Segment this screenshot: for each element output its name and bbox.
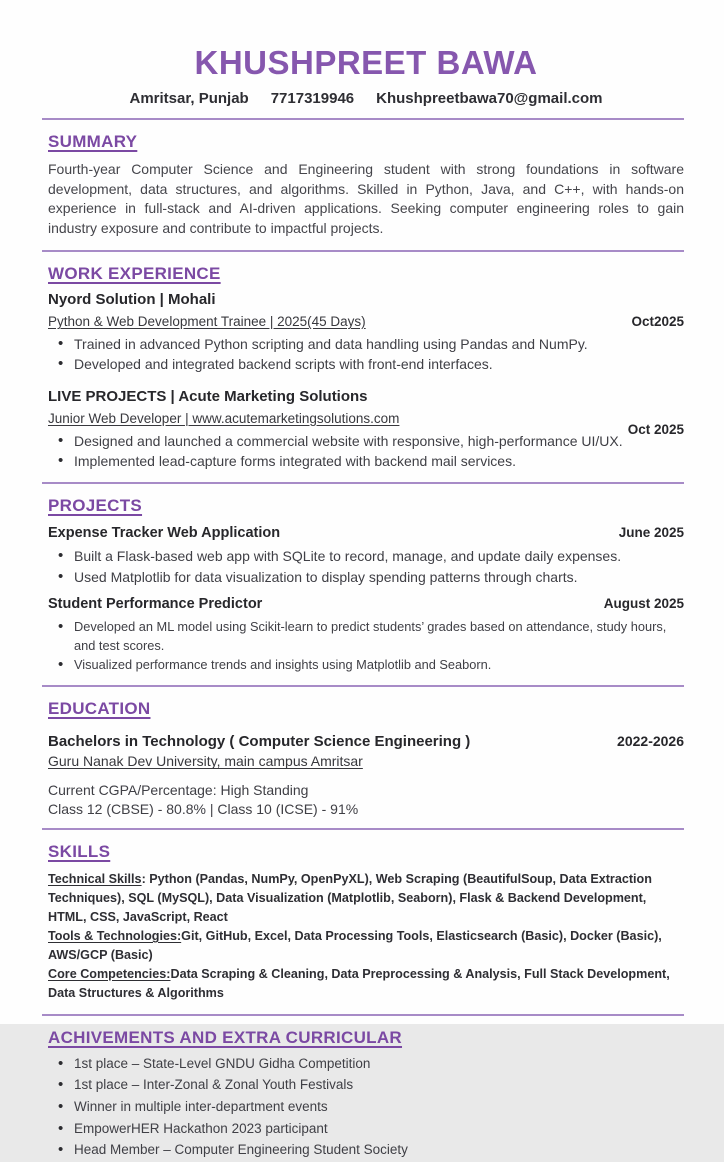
skills-divider [42,1014,684,1016]
candidate-name: KHUSHPREET BAWA [194,44,538,81]
skill-group-core [48,965,684,1003]
skill-group-label: Core Competencies: [48,966,171,981]
skill-group-label: Tools & Technologies: [48,929,182,944]
bullet-item: • Developed an ML model using Scikit-learn to predict students’ grades based on attendance, study hours, and test scores. [48,617,684,655]
bullet-item: • 1st place – State-Level GNDU Gidha Competition [48,1053,684,1075]
section-skills [48,842,684,1002]
skill-group-tools [48,927,684,965]
company-name: LIVE PROJECTS | Acute Marketing Solutions [48,387,368,405]
skill-group-separator: : [141,872,150,887]
bullet-item: • Winner in multiple inter-department events [48,1096,684,1118]
skills-heading: SKILLS [48,842,111,862]
bullet-item: • Designed and launched a commercial website with responsive, high-performance UI/UX. [48,431,684,451]
project-name: Student Performance Predictor [48,595,263,612]
project-date: June 2025 [618,525,684,541]
skills-block [48,870,684,1002]
bullet-item: • 1st place – Inter-Zonal & Zonal Youth Festivals [48,1074,684,1096]
job-title-row [48,410,684,437]
skill-group-label: Technical Skills [48,872,142,887]
degree-name: Bachelors in Technology ( Computer Science Engineering ) [48,733,471,751]
education-divider [42,828,684,830]
project-title-row [48,525,684,541]
education-date: 2022-2026 [617,733,684,750]
summary-heading: SUMMARY [48,131,138,151]
job-title: Python & Web Development Trainee | 2025(45 Days) [48,314,366,330]
work-heading: WORK EXPERIENCE [48,264,221,284]
project-entry-expense-tracker [48,525,684,587]
job-bullets [48,431,684,472]
degree-row [48,733,684,750]
achievements-heading: ACHIVEMENTS AND EXTRA CURRICULAR [48,1027,403,1047]
bullet-item: • Implemented lead-capture forms integrated with backend mail services. [48,451,684,471]
section-work-experience [48,264,684,471]
contact-line [48,90,684,107]
projects-divider [42,685,684,687]
section-education [48,699,684,817]
summary-divider [42,250,684,252]
bullet-item: • Used Matplotlib for data visualization to display spending patterns through charts. [48,567,684,587]
skill-group-text: Data Scraping & Cleaning, Data Preprocessing & Analysis, Full Stack Development, Data Structures & Algorithms [48,966,670,1000]
bullet-item: • Head Member – Computer Engineering Student Society [48,1139,684,1161]
project-bullets [48,617,684,675]
summary-text: Fourth-year Computer Science and Engineering student with strong foundations in software development, data structures, and algorithms. Skilled in Python, Java, and C++, with hands-on experience in full-stack and AI-driven applications. Seeking computer engineering roles to gain industry exposure and contribute to impactful projects. [48,160,684,237]
contact-location: Amritsar, Punjab [129,89,249,107]
header-divider [42,118,684,120]
project-bullets [48,546,684,587]
cgpa-line: Current CGPA/Percentage: High Standing [48,782,309,799]
bullet-item: • Visualized performance trends and insights using Matplotlib and Seaborn. [48,655,684,674]
classes-line: Class 12 (CBSE) - 80.8% | Class 10 (ICSE) - 91% [48,801,359,818]
skill-group-text: Git, GitHub, Excel, Data Processing Tools, Elasticsearch (Basic), Docker (Basic), AWS/GCP (Basic) [48,929,662,963]
contact-phone: 7717319946 [270,89,355,107]
bullet-item: • EmpowerHER Hackathon 2023 participant [48,1118,684,1140]
education-heading: EDUCATION [48,699,151,719]
achievements-list [48,1053,684,1161]
bullet-item: • Trained in advanced Python scripting and data handling using Pandas and NumPy. [48,334,684,354]
project-date: August 2025 [603,595,684,611]
contact-email: Khushpreetbawa70@gmail.com [376,89,603,107]
project-entry-performance-predictor [48,596,684,675]
project-name: Expense Tracker Web Application [48,525,281,542]
job-bullets [48,334,684,375]
bullet-item: • Built a Flask-based web app with SQLite to record, manage, and update daily expenses. [48,546,684,566]
work-divider [42,482,684,484]
job-date: Oct2025 [631,314,684,330]
projects-heading: PROJECTS [48,496,143,516]
section-summary [48,132,684,240]
job-title-row [48,314,684,329]
job-title: Junior Web Developer | www.acutemarketingsolutions.com [48,410,400,426]
section-achievements [48,1028,684,1161]
job-entry-nyord [48,291,684,375]
job-entry-acute [48,388,684,472]
resume-header [48,46,684,107]
company-name: Nyord Solution | Mohali [48,291,216,309]
university-name: Guru Nanak Dev University, main campus Amritsar [48,753,363,770]
project-title-row [48,596,684,612]
job-date: Oct 2025 [627,421,684,437]
bullet-item: • Developed and integrated backend scripts with front-end interfaces. [48,354,684,374]
section-projects [48,496,684,674]
skill-group-technical [48,870,684,927]
skill-group-text: Python (Pandas, NumPy, OpenPyXL), Web Scraping (BeautifulSoup, Data Extraction Techniques), SQL (MySQL), Data Visualization (Matplotlib, Seaborn), Flask & Backend Development, HTML, CSS, JavaScript, React [48,872,652,925]
